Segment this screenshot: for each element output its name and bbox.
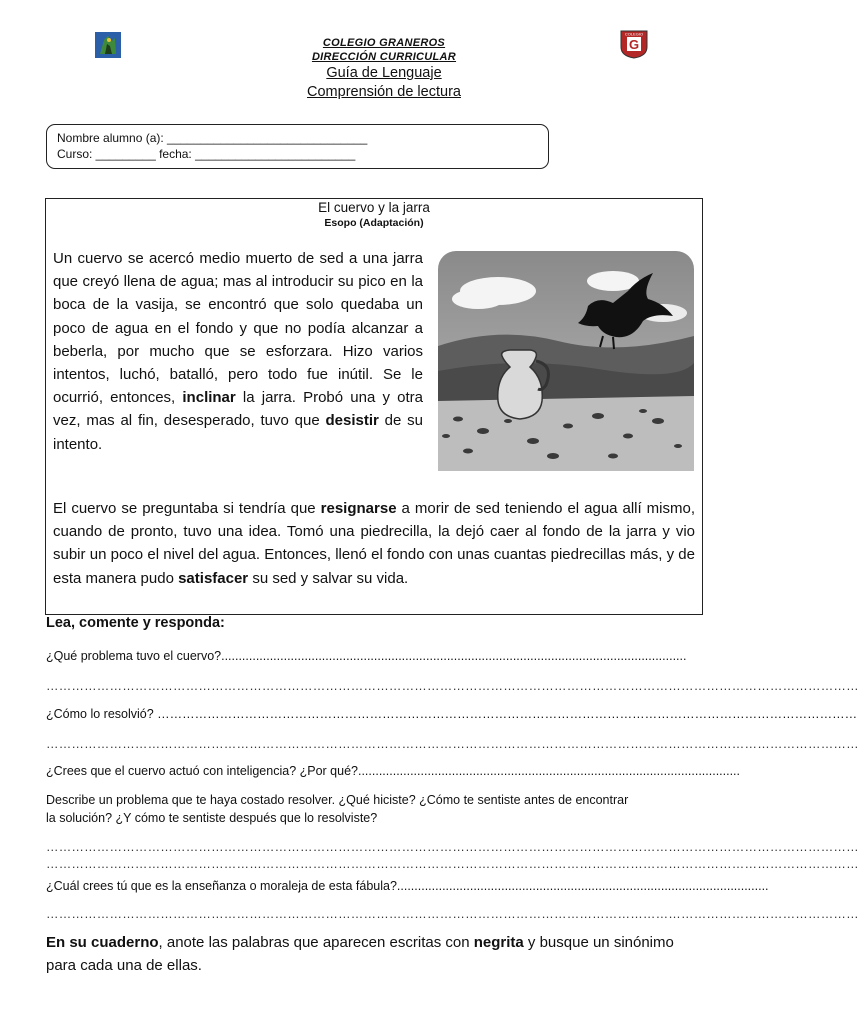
final-instruction: [46, 931, 706, 977]
text-segment: a morir de sed teniendo el agua allí mismo, cuando de pronto, tuvo una idea. Tomó una piedrecilla, la dejó caer al fondo de la jarra y vio subir un poco el nivel del agua. Entonces, llenó el fondo con unas cuantas piedrecillas más, y de esta manera pudo: [53, 500, 696, 587]
course-date-field[interactable]: Curso: _________ fecha: ________________________: [57, 147, 356, 161]
story-paragraph-2: [53, 497, 695, 590]
text-segment: de su intento.: [53, 412, 423, 453]
story-paragraph-1: [53, 247, 423, 456]
text-segment: y busque un sinónimo para cada una de ellas.: [46, 934, 674, 974]
bold-word: resignarse: [320, 500, 397, 517]
question-4-line-1: Describe un problema que te haya costado resolver. ¿Qué hiciste? ¿Cómo te sentiste antes de encontrar: [46, 793, 629, 807]
student-name-field[interactable]: Nombre alumno (a): ______________________________: [57, 131, 368, 145]
bold-phrase: En su cuaderno: [46, 934, 159, 951]
bold-word: satisfacer: [178, 569, 249, 587]
school-name: COLEGIO GRANEROS: [322, 37, 446, 49]
text-segment: su sed y salvar su vida.: [248, 569, 409, 587]
text-segment: Un cuervo se acercó medio muerto de sed a una jarra que creyó llena de agua; mas al introducir su pico en la boca de la vasija, se encontró que solo quedaba un poco de agua en el fondo y que no podía alcanzar a beberla, por mucho que se esforzara. Hizo varios intentos, luchó, batalló, pero todo fue inútil. Se le ocurrió, entonces,: [53, 250, 423, 407]
question-4-line-2: la solución? ¿Y cómo te sentiste después que lo resolviste?: [46, 811, 378, 825]
question-5: ¿Cuál crees tú que es la enseñanza o moraleja de esta fábula?...........................................................................................................: [46, 879, 769, 893]
crest-caption: COLEGIO: [624, 31, 644, 37]
department-name: DIRECCIÓN CURRICULAR: [311, 51, 457, 63]
story-author: Esopo (Adaptación): [324, 217, 424, 229]
question-2: ¿Cómo lo resolvió? ……………………………………………………………………………………………………………………………………………………: [46, 707, 858, 721]
guide-subtitle: Comprensión de lectura: [307, 84, 461, 100]
text-segment: El cuervo se preguntaba si tendría que: [53, 500, 321, 517]
questions-instruction: Lea, comente y responda:: [46, 615, 225, 631]
question-3: ¿Crees que el cuervo actuó con inteligencia? ¿Por qué?..............................................................................................................: [46, 764, 741, 778]
answer-line-4a[interactable]: …………………………………………………………………………………………………………………………………………………………………………: [46, 840, 859, 854]
answer-line-4b[interactable]: …………………………………………………………………………………………………………………………………………………………………………: [46, 857, 859, 871]
story-title: El cuervo y la jarra: [318, 200, 430, 215]
answer-line-2[interactable]: …………………………………………………………………………………………………………………………………………………………………………: [46, 737, 859, 751]
guide-title: Guía de Lenguaje: [326, 65, 442, 81]
text-segment: la jarra. Probó una y otra vez, mas al fin, desesperado, tuvo que: [53, 389, 423, 430]
answer-line-5[interactable]: …………………………………………………………………………………………………………………………………………………………………………: [46, 907, 859, 921]
crest-letter: G: [628, 37, 640, 52]
bold-word: inclinar: [182, 389, 236, 407]
bold-word: desistir: [325, 412, 379, 430]
text-segment: , anote las palabras que aparecen escritas con: [158, 934, 474, 951]
bold-word: negrita: [473, 934, 524, 951]
answer-line-1[interactable]: …………………………………………………………………………………………………………………………………………………………………………: [46, 679, 859, 693]
crow-and-jar-illustration: [438, 251, 694, 471]
question-1: ¿Qué problema tuvo el cuervo?......................................................................................................................................: [46, 649, 687, 663]
